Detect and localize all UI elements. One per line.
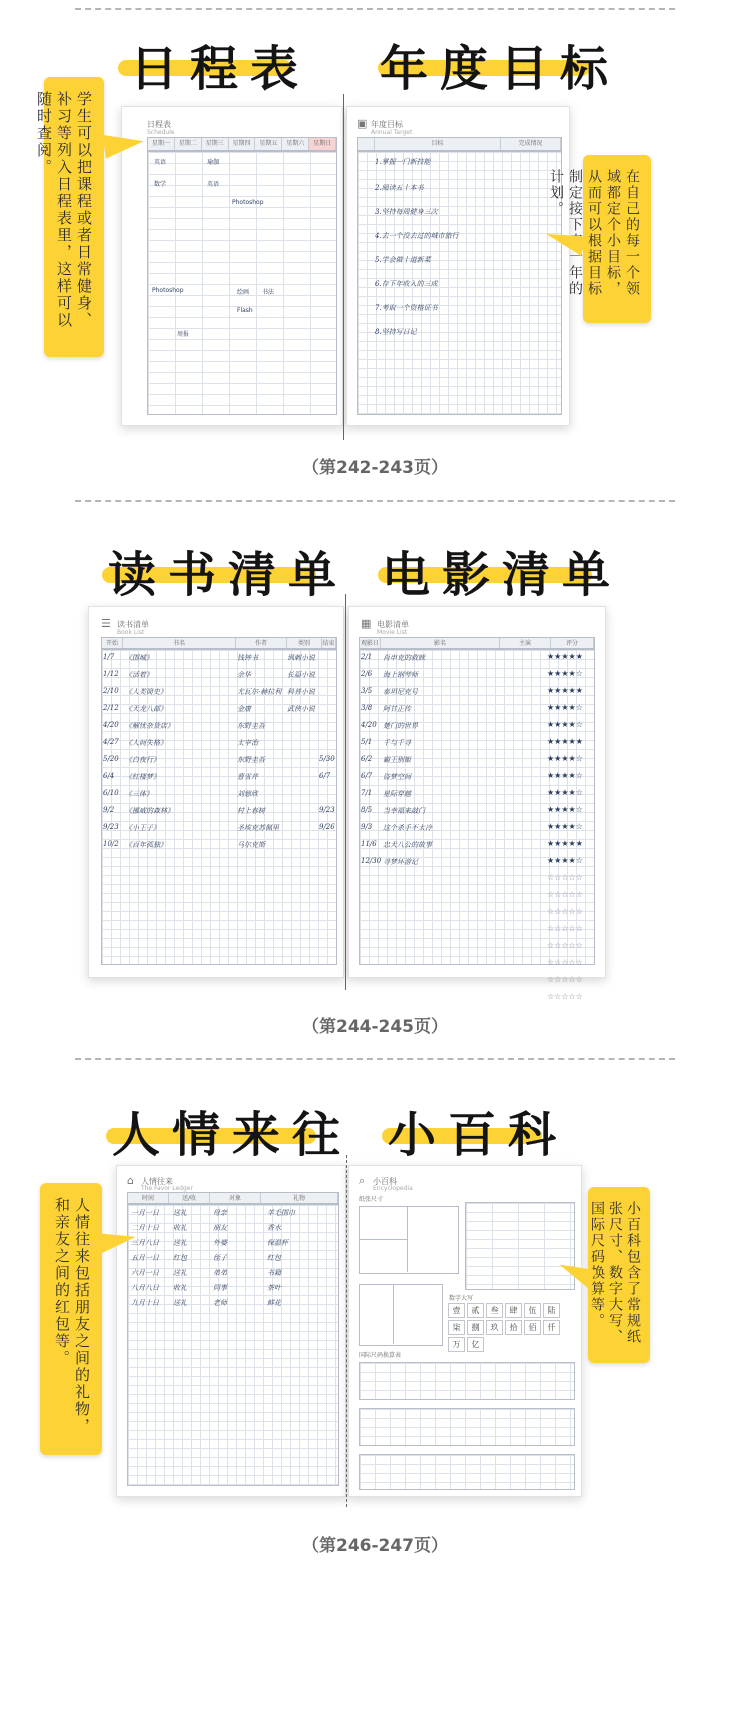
schedule-entry: 周报 — [177, 331, 190, 338]
book-end-date: 6/7 — [319, 772, 331, 780]
movie-date: 3/8 — [361, 704, 373, 712]
header-cell: 送/收 — [169, 1193, 210, 1203]
movie-rating-stars: ★★★★☆ — [547, 754, 583, 763]
goal-entry: 7.考取一个资格证书 — [375, 304, 438, 312]
book-title: 《天龙八部》 — [125, 705, 167, 713]
book-start-date: 10/2 — [103, 840, 119, 848]
page-title: 人情往来 — [141, 1177, 173, 1186]
annotation-note-left — [35, 77, 104, 357]
favor-gift: 保温杯 — [267, 1239, 288, 1247]
book-author: 金庸 — [237, 705, 251, 713]
schedule-entry: Photoshop — [232, 199, 264, 206]
page-spine — [343, 94, 344, 440]
movie-title: 肖申克的救赎 — [383, 654, 425, 662]
movie-rating-stars: ★★★★☆ — [547, 788, 583, 797]
numeral-cell: 亿 — [467, 1337, 484, 1352]
numeral-cell: 拾 — [505, 1320, 522, 1335]
notebook-page-movie-list — [348, 606, 606, 1001]
movie-title: 泰坦尼克号 — [383, 688, 418, 696]
section-title-schedule: 日程表 — [130, 41, 311, 97]
numeral-cell: 佰 — [524, 1320, 541, 1335]
book-title: 《解忧杂货店》 — [125, 722, 174, 730]
page-title: 电影清单 — [377, 620, 409, 629]
book-author: 东野圭吾 — [237, 756, 265, 764]
book-icon: ☰ — [101, 617, 111, 630]
book-end-date: 9/26 — [319, 823, 335, 831]
movie-rating-stars: ★★★★★ — [547, 737, 583, 746]
movie-title: 楚门的世界 — [383, 722, 418, 730]
book-author: 余华 — [237, 671, 251, 679]
page-subtitle: Movie List — [377, 629, 408, 636]
movie-rating-empty: ☆☆☆☆☆ — [547, 890, 583, 899]
favor-gift: 香水 — [267, 1224, 281, 1232]
goal-entry: 5.学会做十道新菜 — [375, 256, 431, 264]
favor-kind: 收礼 — [173, 1284, 187, 1292]
goal-entry: 4.去一个没去过的城市旅行 — [375, 232, 459, 240]
book-end-date: 5/30 — [319, 755, 335, 763]
book-author: 东野圭吾 — [237, 722, 265, 730]
schedule-header — [147, 137, 337, 151]
book-title: 《白夜行》 — [125, 756, 160, 764]
film-icon: ▦ — [361, 617, 372, 630]
movie-date: 6/2 — [361, 755, 373, 763]
section-divider — [75, 500, 675, 502]
favor-kind: 送礼 — [173, 1239, 187, 1247]
book-category: 讽刺小说 — [287, 654, 315, 662]
page-spine — [345, 594, 346, 990]
schedule-entry: 绘画 — [237, 289, 250, 296]
numeral-cell: 叁 — [486, 1303, 503, 1318]
digit-label: 数字大写 — [449, 1295, 474, 1302]
favor-person: 弟弟 — [213, 1269, 227, 1277]
movie-rating-empty: ☆☆☆☆☆ — [547, 873, 583, 882]
favor-gift: 书籍 — [267, 1269, 281, 1277]
paper-divider — [407, 1206, 408, 1272]
goal-entry: 8.坚持写日记 — [375, 328, 417, 336]
favor-person: 侄子 — [213, 1254, 227, 1262]
numeral-cell: 壹 — [448, 1303, 465, 1318]
size-table-label: 国际尺码换算表 — [359, 1352, 402, 1359]
paper-divider — [393, 1284, 394, 1344]
favor-kind: 送礼 — [173, 1209, 187, 1217]
schedule-entry: Photoshop — [152, 287, 184, 294]
favor-kind: 收礼 — [173, 1224, 187, 1232]
page-subtitle: Schedule — [147, 129, 175, 136]
schedule-entry: 瑜伽 — [207, 159, 220, 166]
header-cell: 类别 — [287, 638, 322, 648]
section-title-movie-list: 电影清单 — [382, 547, 623, 603]
movie-title: 寻梦环游记 — [383, 858, 418, 866]
header-cell: 影名 — [381, 638, 500, 648]
page-title: 读书清单 — [117, 620, 149, 629]
note-text: 小百科包含了常规纸张尺寸、数字大写、国际尺码换算等。 — [589, 1201, 641, 1345]
header-cell: 评分 — [551, 638, 594, 648]
target-icon: ▣ — [357, 117, 368, 130]
book-start-date: 1/12 — [103, 670, 119, 678]
book-author: 太宰治 — [237, 739, 258, 747]
header-cell: 结束 — [322, 640, 335, 647]
schedule-entry: 英语 — [154, 159, 167, 166]
book-title: 《人间失格》 — [125, 739, 167, 747]
favor-time: 六月一日 — [131, 1269, 159, 1277]
paper-size-table — [465, 1202, 575, 1290]
page-range-caption: （第246-247页） — [301, 1536, 449, 1556]
book-start-date: 2/10 — [103, 687, 119, 695]
page-subtitle: Annual Target — [371, 129, 413, 136]
section-title-encyclopedia: 小百科 — [388, 1107, 569, 1163]
favor-person: 外婆 — [213, 1239, 227, 1247]
header-cell: 星期三 — [202, 138, 229, 150]
movie-rating-stars: ★★★★☆ — [547, 856, 583, 865]
header-cell — [358, 138, 375, 150]
book-title: 《人类简史》 — [125, 688, 167, 696]
book-end-date: 9/23 — [319, 806, 335, 814]
movie-date: 9/3 — [361, 823, 373, 831]
gift-icon: ⌂ — [127, 1174, 134, 1187]
goal-entry: 1.掌握一门新技能 — [375, 158, 431, 166]
book-category: 科普小说 — [287, 688, 315, 696]
movie-rating-empty: ☆☆☆☆☆ — [547, 958, 583, 967]
book-start-date: 5/20 — [103, 755, 119, 763]
favor-kind: 红包 — [173, 1254, 187, 1262]
favor-gift: 红包 — [267, 1254, 281, 1262]
book-title: 《小王子》 — [125, 824, 160, 832]
numeral-cell: 玖 — [486, 1320, 503, 1335]
schedule-entry: 书法 — [262, 289, 275, 296]
numeral-cell: 陆 — [543, 1303, 560, 1318]
book-title: 《挪威的森林》 — [125, 807, 174, 815]
book-author: 马尔克斯 — [237, 841, 265, 849]
section-divider — [75, 8, 675, 10]
header-cell: 礼物 — [261, 1193, 338, 1203]
movie-rating-stars: ★★★★☆ — [547, 720, 583, 729]
page-range-caption: （第242-243页） — [301, 458, 449, 478]
book-start-date: 6/4 — [103, 772, 115, 780]
page-title: 年度目标 — [371, 120, 403, 129]
favor-time: 九月十日 — [131, 1299, 159, 1307]
book-category: 长篇小说 — [287, 671, 315, 679]
goal-entry: 3.坚持每周健身三次 — [375, 208, 438, 216]
movie-rating-stars: ★★★★☆ — [547, 822, 583, 831]
annotation-note-right — [588, 1187, 650, 1363]
header-cell: 星期二 — [175, 138, 202, 150]
header-cell: 星期五 — [255, 138, 282, 150]
section-title-favor-ledger: 人情来往 — [112, 1107, 353, 1163]
section-divider — [75, 1058, 675, 1060]
favor-gift: 鲜花 — [267, 1299, 281, 1307]
header-cell: 时间 — [128, 1193, 169, 1203]
movie-date: 5/1 — [361, 738, 373, 746]
annotation-note-right — [548, 155, 651, 323]
header-cell: 开始 — [102, 638, 123, 648]
movie-rating-stars: ★★★★★ — [547, 686, 583, 695]
schedule-entry: 英语 — [207, 181, 220, 188]
book-start-date: 9/2 — [103, 806, 115, 814]
page-subtitle: Encyclopedia — [373, 1185, 413, 1192]
book-start-date: 6/10 — [103, 789, 119, 797]
favor-kind: 送礼 — [173, 1299, 187, 1307]
favor-table-header — [127, 1192, 339, 1204]
book-author: 钱钟书 — [237, 654, 258, 662]
movie-title: 星际穿越 — [383, 790, 411, 798]
movie-title: 阿甘正传 — [383, 705, 411, 713]
schedule-entry: Flash — [237, 307, 253, 314]
header-cell: 主演 — [500, 638, 551, 648]
movie-rating-empty: ☆☆☆☆☆ — [547, 924, 583, 933]
book-start-date: 4/27 — [103, 738, 119, 746]
numeral-cell: 贰 — [467, 1303, 484, 1318]
movie-date: 4/20 — [361, 721, 377, 729]
book-category: 武侠小说 — [287, 705, 315, 713]
favor-gift: 羊毛围巾 — [267, 1209, 295, 1217]
movie-date: 12/30 — [361, 857, 382, 865]
favor-person: 同事 — [213, 1284, 227, 1292]
movie-rating-stars: ★★★★★ — [547, 839, 583, 848]
book-title: 《围城》 — [125, 654, 153, 662]
section-title-annual-target: 年度目标 — [380, 41, 621, 97]
favor-person: 朋友 — [213, 1224, 227, 1232]
chinese-numerals-grid — [447, 1302, 575, 1353]
annotation-note-left — [40, 1183, 102, 1455]
favor-time: 五月一日 — [131, 1254, 159, 1262]
header-cell: 书名 — [123, 638, 236, 648]
clothing-size-table-2 — [359, 1408, 575, 1446]
movie-title: 海上钢琴师 — [383, 671, 418, 679]
favor-time: 八月八日 — [131, 1284, 159, 1292]
book-title: 《红楼梦》 — [125, 773, 160, 781]
movie-rating-empty: ☆☆☆☆☆ — [547, 975, 583, 984]
header-cell: 完成情况 — [501, 138, 561, 150]
favor-person: 母亲 — [213, 1209, 227, 1217]
book-author: 曹雪芹 — [237, 773, 258, 781]
movie-date: 8/5 — [361, 806, 373, 814]
movie-title: 忠犬八公的故事 — [383, 841, 432, 849]
notebook-page-annual-target — [346, 106, 570, 426]
book-author: 圣埃克苏佩里 — [237, 824, 279, 832]
header-cell: 星期日 — [309, 138, 336, 150]
notebook-page-schedule — [121, 106, 343, 426]
book-start-date: 9/23 — [103, 823, 119, 831]
movie-rating-stars: ★★★★☆ — [547, 703, 583, 712]
target-header — [357, 137, 562, 151]
paper-divider — [359, 1239, 407, 1240]
movie-rating-empty: ☆☆☆☆☆ — [547, 941, 583, 950]
movie-date: 11/6 — [361, 840, 377, 848]
book-title: 《三体》 — [125, 790, 153, 798]
movie-title: 当幸福来敲门 — [383, 807, 425, 815]
favor-time: 一月一日 — [131, 1209, 159, 1217]
magnifier-icon: ⌕ — [359, 1174, 366, 1187]
movie-rating-stars: ★★★★★ — [547, 652, 583, 661]
page-subtitle: Book List — [117, 629, 145, 636]
movie-date: 2/1 — [361, 653, 373, 661]
header-cell: 观影日 — [360, 640, 379, 647]
header-cell: 星期一 — [148, 138, 175, 150]
page-range-caption: （第244-245页） — [301, 1017, 449, 1037]
schedule-entry: 数学 — [154, 181, 167, 188]
numeral-cell: 万 — [448, 1337, 465, 1352]
clothing-size-table-1 — [359, 1362, 575, 1400]
header-cell: 星期六 — [282, 138, 309, 150]
paper-size-diagram-a — [359, 1206, 459, 1274]
movie-rating-empty: ☆☆☆☆☆ — [547, 907, 583, 916]
movie-date: 7/1 — [361, 789, 373, 797]
paper-size-diagram-b — [359, 1284, 443, 1346]
schedule-grid — [147, 151, 337, 415]
movie-table-header — [359, 637, 595, 649]
movie-title: 这个杀手不太冷 — [383, 824, 432, 832]
favor-time: 二月十日 — [131, 1224, 159, 1232]
movie-title: 千与千寻 — [383, 739, 411, 747]
note-text: 在自己的每一个领域都定个小目标，从而可以根据目标制定接下来一年的计划。 — [548, 169, 640, 297]
numeral-cell: 肆 — [505, 1303, 522, 1318]
goal-entry: 6.存下年收入的三成 — [375, 280, 438, 288]
book-title: 《百年孤独》 — [125, 841, 167, 849]
header-cell: 对象 — [210, 1193, 261, 1203]
numeral-cell: 捌 — [467, 1320, 484, 1335]
movie-date: 2/6 — [361, 670, 373, 678]
book-author: 刘慈欣 — [237, 790, 258, 798]
page-subtitle: The Favor Ledger — [141, 1185, 193, 1192]
book-start-date: 2/12 — [103, 704, 119, 712]
book-table-header — [101, 637, 337, 649]
movie-date: 3/5 — [361, 687, 373, 695]
movie-rating-stars: ★★★★☆ — [547, 805, 583, 814]
favor-kind: 送礼 — [173, 1269, 187, 1277]
header-cell: 作者 — [236, 638, 287, 648]
notebook-page-encyclopedia — [348, 1165, 582, 1497]
movie-rating-stars: ★★★★☆ — [547, 669, 583, 678]
movie-title: 盗梦空间 — [383, 773, 411, 781]
movie-title: 霸王别姬 — [383, 756, 411, 764]
notebook-page-favor-ledger — [116, 1165, 346, 1497]
book-author: 村上春树 — [237, 807, 265, 815]
section-title-book-list: 读书清单 — [108, 547, 349, 603]
book-start-date: 4/20 — [103, 721, 119, 729]
clothing-size-table-3 — [359, 1454, 575, 1490]
book-author: 尤瓦尔·赫拉利 — [237, 688, 282, 696]
numeral-cell: 柒 — [448, 1320, 465, 1335]
page-title: 日程表 — [147, 120, 171, 129]
page-spine — [346, 1155, 347, 1507]
movie-rating-empty: ☆☆☆☆☆ — [547, 992, 583, 1001]
goal-entry: 2.阅读五十本书 — [375, 184, 424, 192]
numeral-cell: 仟 — [543, 1320, 560, 1335]
header-cell: 目标 — [375, 138, 501, 150]
page-title: 小百科 — [373, 1177, 397, 1186]
favor-person: 老师 — [213, 1299, 227, 1307]
note-text: 人情往来包括朋友之间的礼物，和亲友之间的红包等。 — [53, 1197, 91, 1435]
paper-size-label: 纸张尺寸 — [359, 1196, 384, 1203]
book-title: 《活着》 — [125, 671, 153, 679]
favor-time: 三月八日 — [131, 1239, 159, 1247]
book-start-date: 1/7 — [103, 653, 115, 661]
note-text: 学生可以把课程或者日常健身、补习等列入日程表里，这样可以随时查阅。 — [35, 91, 93, 329]
movie-rating-stars: ★★★★☆ — [547, 771, 583, 780]
movie-date: 6/7 — [361, 772, 373, 780]
notebook-page-book-list — [88, 606, 344, 978]
header-cell: 星期四 — [229, 138, 256, 150]
numeral-cell: 伍 — [524, 1303, 541, 1318]
favor-gift: 茶叶 — [267, 1284, 281, 1292]
